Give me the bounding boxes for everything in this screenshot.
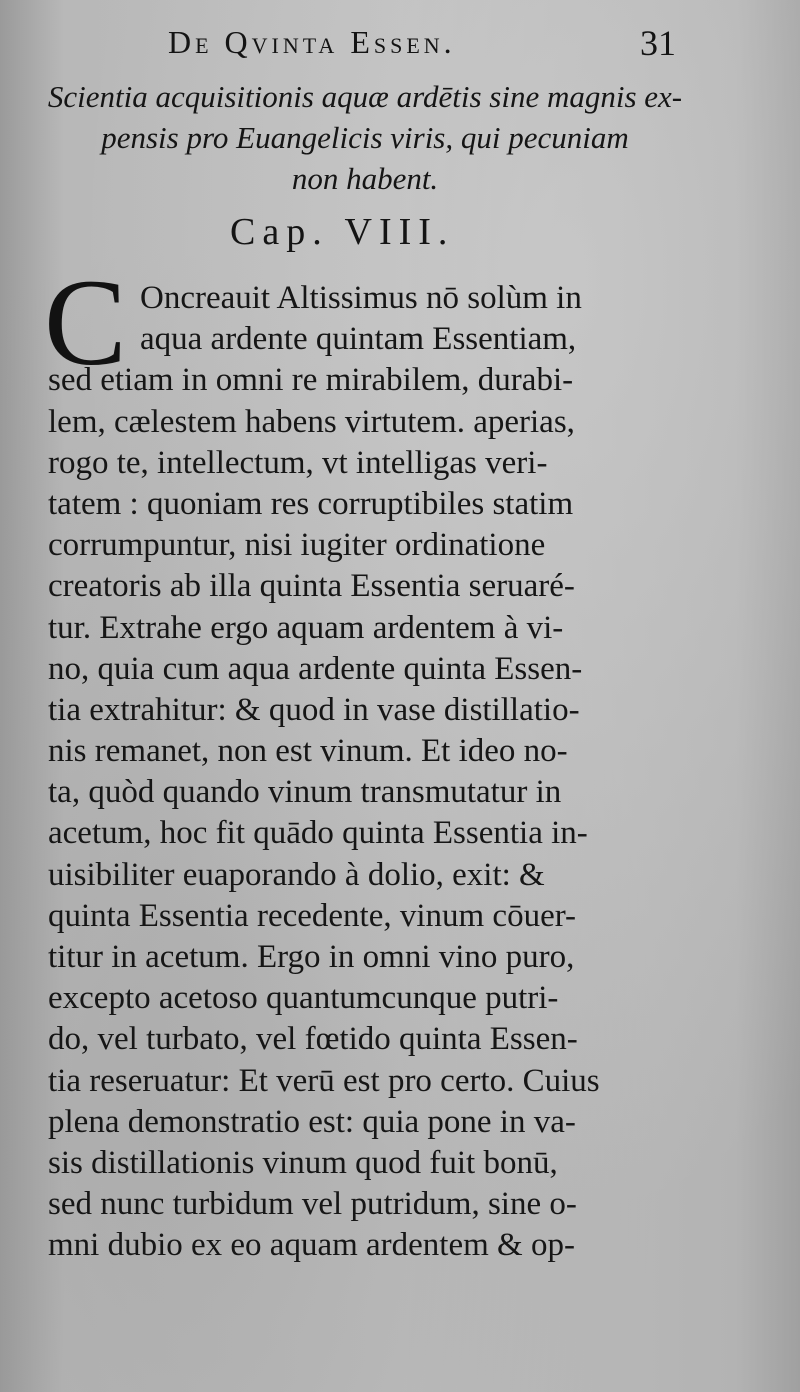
text-line: tatem : quoniam res corruptibiles statim	[48, 485, 574, 522]
page-header	[0, 24, 800, 68]
text-line: sed nunc turbidum vel putridum, sine o-	[48, 1186, 577, 1223]
text-line: mni dubio ex eo aquam ardentem & op-	[48, 1227, 575, 1264]
text-line: no, quia cum aqua ardente quinta Essen-	[48, 650, 583, 687]
text-line: rogo te, intellectum, vt intelligas veri-	[48, 444, 548, 481]
text-line: tia extrahitur: & quod in vase distillatio-	[48, 691, 580, 728]
text-line: corrumpuntur, nisi iugiter ordinatione	[48, 527, 546, 564]
text-line: lem, cælestem habens virtutem. aperias,	[48, 403, 575, 440]
text-line: sis distillationis vinum quod fuit bonū,	[48, 1144, 558, 1181]
text-line: quinta Essentia recedente, vinum cōuer-	[48, 897, 577, 934]
text-line: tia reseruatur: Et verū est pro certo. Cuius	[48, 1062, 600, 1099]
text-line: titur in acetum. Ergo in omni vino puro,	[48, 939, 575, 975]
text-line: tur. Extrahe ergo aquam ardentem à vi-	[48, 609, 564, 646]
body-text	[48, 278, 688, 1267]
text-line: ta, quòd quando vinum transmutatur in	[48, 774, 562, 811]
text-line: acetum, hoc fit quādo quinta Essentia in-	[48, 815, 588, 852]
text-line: Oncreauit Altissimus nō solùm in	[140, 280, 582, 316]
text-line: do, vel turbato, vel fœtido quinta Essen-	[48, 1021, 578, 1058]
chapter-heading: Cap. VIII.	[230, 211, 455, 253]
subtitle-line: Scientia acquisitionis aquæ ardētis sine magnis ex-	[47, 79, 683, 114]
text-line: creatoris ab illa quinta Essentia seruaré-	[48, 568, 575, 605]
text-line: plena demonstratio est: quia pone in va-	[48, 1103, 576, 1140]
text-line: uisibiliter euaporando à dolio, exit: &	[48, 856, 545, 893]
text-line: excepto acetoso quantumcunque putri-	[48, 980, 559, 1017]
page-number: 31	[640, 23, 676, 63]
subtitle-line: pensis pro Euangelicis viris, qui pecuniam	[101, 120, 629, 156]
subtitle-line: non habent.	[291, 161, 439, 197]
drop-cap-initial: C	[44, 254, 127, 391]
chapter-subtitle	[40, 76, 690, 200]
text-line: nis remanet, non est vinum. Et ideo no-	[48, 733, 568, 770]
text-line: sed etiam in omni re mirabilem, durabi-	[48, 362, 574, 399]
text-line: aqua ardente quintam Essentiam,	[140, 321, 577, 358]
running-head: De Qvinta Essen.	[168, 24, 456, 60]
